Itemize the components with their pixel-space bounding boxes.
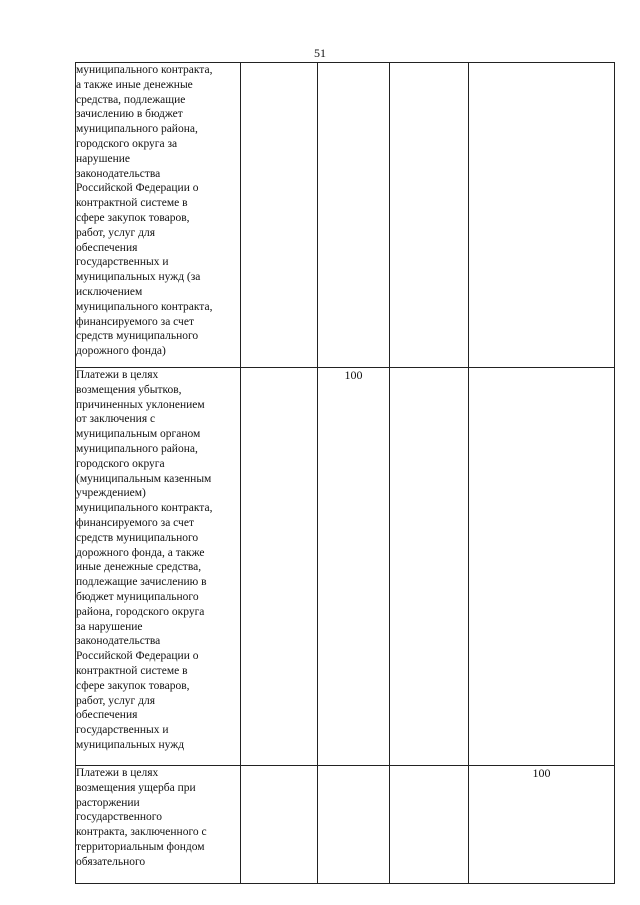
value-cell bbox=[390, 63, 469, 368]
text-line: зачислению в бюджет bbox=[76, 108, 183, 121]
text-line: работ, услуг для bbox=[76, 226, 156, 239]
text-line: учреждением) bbox=[76, 487, 146, 500]
text-line: муниципальным органом bbox=[76, 428, 201, 441]
text-line: финансируемого за счет bbox=[76, 516, 194, 529]
text-line: муниципальных нужд bbox=[76, 738, 185, 751]
text-line: средств муниципального bbox=[76, 330, 199, 343]
budget-table bbox=[75, 62, 615, 884]
text-line: муниципального контракта, bbox=[76, 64, 213, 76]
text-line: законодательства bbox=[76, 635, 161, 648]
text-line: дорожного фонда) bbox=[76, 345, 166, 358]
row-description bbox=[76, 368, 241, 766]
text-line: а также иные денежные bbox=[76, 78, 193, 91]
text-line: обеспечения bbox=[76, 241, 138, 254]
text-line: подлежащие зачислению в bbox=[76, 576, 207, 589]
text-line: исключением bbox=[76, 285, 143, 298]
text-line: контрактной системе в bbox=[76, 197, 188, 210]
value-cell bbox=[469, 63, 615, 368]
value-cell bbox=[390, 766, 469, 884]
table-row bbox=[76, 368, 615, 766]
text-line: района, городского округа bbox=[76, 605, 205, 618]
text-line: бюджет муниципального bbox=[76, 590, 199, 603]
text-line: территориальным фондом bbox=[76, 840, 205, 853]
value-cell bbox=[318, 63, 390, 368]
text-line: муниципального контракта, bbox=[76, 300, 213, 313]
value-cell bbox=[469, 368, 615, 766]
text-line: обязательного bbox=[76, 855, 146, 868]
value-cell bbox=[390, 368, 469, 766]
text-line: контракта, заключенного с bbox=[76, 826, 207, 839]
page-number: 51 bbox=[314, 46, 326, 60]
value-cell: 100 bbox=[469, 766, 615, 884]
text-line: муниципальных нужд (за bbox=[76, 271, 201, 284]
text-line: законодательства bbox=[76, 167, 161, 180]
text-line: нарушение bbox=[76, 152, 130, 165]
row-description bbox=[76, 63, 241, 368]
text-line: дорожного фонда, а также bbox=[76, 546, 205, 559]
text-line: от заключения с bbox=[76, 413, 156, 426]
text-line: государственных и bbox=[76, 256, 169, 269]
value-cell bbox=[241, 63, 318, 368]
text-line: Российской Федерации о bbox=[76, 650, 199, 663]
text-line: средства, подлежащие bbox=[76, 93, 186, 106]
text-line: сфере закупок товаров, bbox=[76, 211, 190, 224]
text-line: обеспечения bbox=[76, 709, 138, 722]
value-cell: 100 bbox=[318, 368, 390, 766]
text-line: муниципального контракта, bbox=[76, 502, 213, 515]
text-line: муниципального района, bbox=[76, 442, 198, 455]
table-row bbox=[76, 766, 615, 884]
text-line: работ, услуг для bbox=[76, 694, 156, 707]
value-cell bbox=[241, 766, 318, 884]
text-line: возмещения ущерба при bbox=[76, 781, 196, 794]
text-line: средств муниципального bbox=[76, 531, 199, 544]
text-line: сфере закупок товаров, bbox=[76, 679, 190, 692]
row-description bbox=[76, 766, 241, 884]
value-cell bbox=[318, 766, 390, 884]
text-line: за нарушение bbox=[76, 620, 143, 633]
text-line: государственных и bbox=[76, 724, 169, 737]
text-line: муниципального района, bbox=[76, 123, 198, 136]
text-line: Платежи в целях bbox=[76, 767, 159, 779]
text-line: (муниципальным казенным bbox=[76, 472, 212, 485]
text-line: государственного bbox=[76, 811, 162, 824]
table-row bbox=[76, 63, 615, 368]
text-line: расторжении bbox=[76, 796, 140, 809]
text-line: иные денежные средства, bbox=[76, 561, 202, 574]
text-line: городского округа за bbox=[76, 137, 178, 150]
text-line: Платежи в целях bbox=[76, 369, 159, 381]
text-line: финансируемого за счет bbox=[76, 315, 194, 328]
text-line: причиненных уклонением bbox=[76, 398, 205, 411]
text-line: городского округа bbox=[76, 457, 165, 470]
text-line: Российской Федерации о bbox=[76, 182, 199, 195]
value-cell bbox=[241, 368, 318, 766]
text-line: контрактной системе в bbox=[76, 664, 188, 677]
text-line: возмещения убытков, bbox=[76, 383, 182, 396]
